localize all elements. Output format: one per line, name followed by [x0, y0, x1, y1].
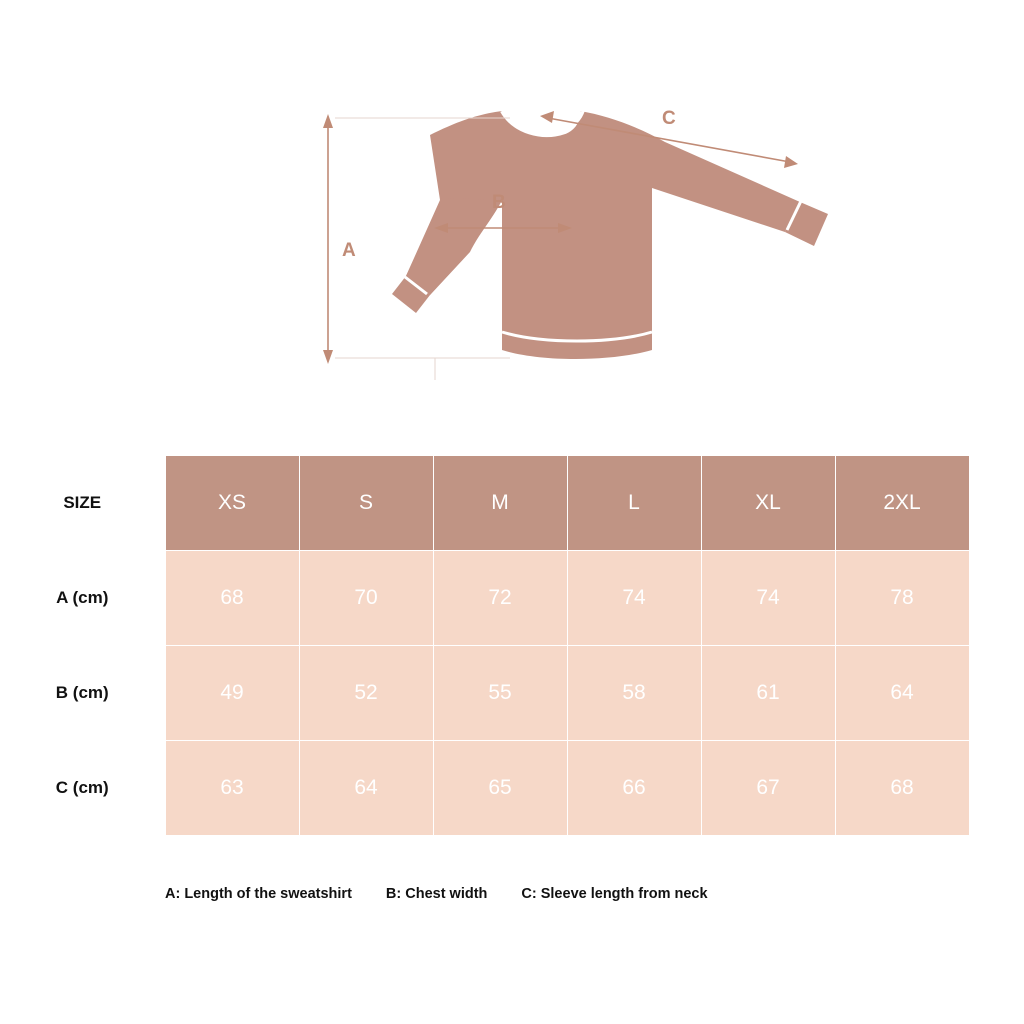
cell-a-l: 74: [567, 551, 701, 646]
dimension-label-c: C: [662, 108, 676, 129]
size-table: [0, 455, 970, 836]
cell-a-s: 70: [299, 551, 433, 646]
table-row: [0, 741, 969, 836]
sweatshirt-shape: [392, 105, 828, 359]
table-header-l: L: [567, 456, 701, 551]
cell-a-2xl: 78: [835, 551, 969, 646]
table-row: [0, 646, 969, 741]
cell-a-m: 72: [433, 551, 567, 646]
cell-b-s: 52: [299, 646, 433, 741]
table-header-xl: XL: [701, 456, 835, 551]
cell-c-2xl: 68: [835, 741, 969, 836]
dimension-label-a: A: [342, 240, 356, 261]
cell-a-xs: 68: [165, 551, 299, 646]
table-row: [0, 551, 969, 646]
cell-c-xs: 63: [165, 741, 299, 836]
cell-b-2xl: 64: [835, 646, 969, 741]
cell-b-l: 58: [567, 646, 701, 741]
table-header-xs: XS: [165, 456, 299, 551]
legend-item-a: A: Length of the sweatshirt: [165, 886, 352, 902]
cell-a-xl: 74: [701, 551, 835, 646]
row-label-a: A (cm): [0, 551, 165, 646]
size-chart: [0, 455, 1024, 836]
legend-item-b: B: Chest width: [385, 886, 488, 902]
table-header-s: S: [299, 456, 433, 551]
measurement-legend: [165, 886, 995, 902]
cell-c-m: 65: [433, 741, 567, 836]
dimension-label-b: B: [492, 192, 506, 213]
sweatshirt-illustration: [280, 80, 840, 410]
cell-b-xs: 49: [165, 646, 299, 741]
size-header-label: SIZE: [0, 456, 165, 551]
cell-b-m: 55: [433, 646, 567, 741]
cell-c-s: 64: [299, 741, 433, 836]
row-label-c: C (cm): [0, 741, 165, 836]
legend-item-c: C: Sleeve length from neck: [521, 886, 708, 902]
cell-c-xl: 67: [701, 741, 835, 836]
sweatshirt-measurement-diagram: [280, 80, 840, 410]
cell-c-l: 66: [567, 741, 701, 836]
table-header-m: M: [433, 456, 567, 551]
cell-b-xl: 61: [701, 646, 835, 741]
table-header-2xl: 2XL: [835, 456, 969, 551]
table-header-row: [0, 456, 969, 551]
dimension-arrow-a: [323, 114, 333, 364]
row-label-b: B (cm): [0, 646, 165, 741]
